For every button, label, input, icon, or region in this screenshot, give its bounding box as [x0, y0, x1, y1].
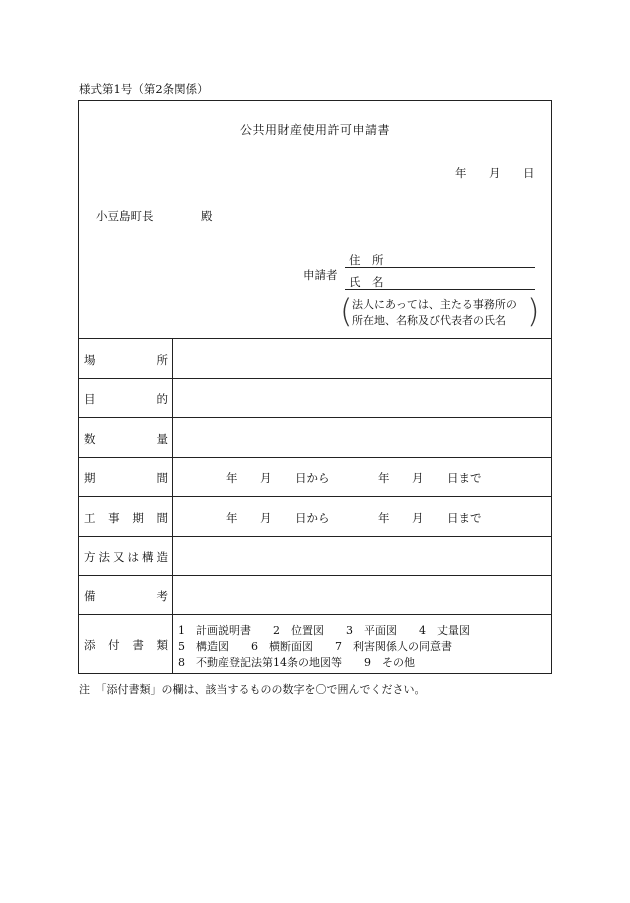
row-label-attachments: 添 付 書 類 — [84, 638, 168, 652]
address-label: 住 所 — [349, 253, 384, 267]
row-divider — [78, 457, 552, 458]
address-field-line[interactable] — [345, 267, 535, 268]
left-paren: ( — [340, 292, 353, 330]
period-from-month: 月 — [260, 471, 272, 485]
construction-to-day: 日まで — [447, 511, 482, 525]
corporate-note-line2: 所在地、名称及び代表者の氏名 — [352, 314, 506, 327]
row-divider — [78, 614, 552, 615]
row-label-purpose: 目 的 — [84, 392, 168, 406]
period-to-year: 年 — [378, 471, 390, 485]
date-year: 年 — [455, 166, 467, 180]
quantity-field[interactable] — [173, 418, 551, 456]
corporate-note-line1: 法人にあっては、主たる事務所の — [352, 298, 517, 311]
construction-from-year: 年 — [226, 511, 238, 525]
period-to-day: 日まで — [447, 471, 482, 485]
construction-from-month: 月 — [260, 511, 272, 525]
date-month: 月 — [489, 166, 501, 180]
method-field[interactable] — [173, 537, 551, 574]
row-label-method: 方 法 又 は 構 造 — [84, 550, 168, 564]
row-label-period: 期 間 — [84, 471, 168, 485]
construction-to-year: 年 — [378, 511, 390, 525]
row-label-remarks: 備 考 — [84, 589, 168, 603]
attachment-line-1: 1 計画説明書 2 位置図 3 平面図 4 丈量図 — [178, 624, 470, 637]
row-label-construction-period: 工 事 期 間 — [84, 511, 168, 525]
footnote: 注 「添付書類」の欄は、該当するものの数字を〇で囲んでください。 — [79, 683, 426, 696]
name-field-line[interactable] — [345, 289, 535, 290]
row-label-place: 場 所 — [84, 353, 168, 367]
applicant-label: 申請者 — [303, 268, 338, 282]
row-label-quantity: 数 量 — [84, 432, 168, 446]
form-title: 公共用財産使用許可申請書 — [239, 123, 390, 137]
purpose-field[interactable] — [173, 379, 551, 416]
attachment-line-2: 5 構造図 6 横断面図 7 利害関係人の同意書 — [178, 640, 452, 653]
right-paren: ) — [527, 292, 540, 330]
construction-from-day: 日から — [295, 511, 330, 525]
period-to-month: 月 — [412, 471, 424, 485]
row-divider — [78, 496, 552, 497]
name-label: 氏 名 — [349, 275, 384, 289]
construction-to-month: 月 — [412, 511, 424, 525]
date-day: 日 — [523, 166, 535, 180]
period-from-day: 日から — [295, 471, 330, 485]
attachment-line-3: 8 不動産登記法第14条の地図等 9 その他 — [178, 656, 415, 669]
addressee-honorific: 殿 — [201, 209, 213, 223]
form-number: 様式第1号（第2条関係） — [79, 82, 209, 96]
addressee-mayor: 小豆島町長 — [96, 209, 154, 223]
corporate-note — [352, 297, 517, 329]
period-from-year: 年 — [226, 471, 238, 485]
place-field[interactable] — [173, 339, 551, 377]
remarks-field[interactable] — [173, 576, 551, 613]
